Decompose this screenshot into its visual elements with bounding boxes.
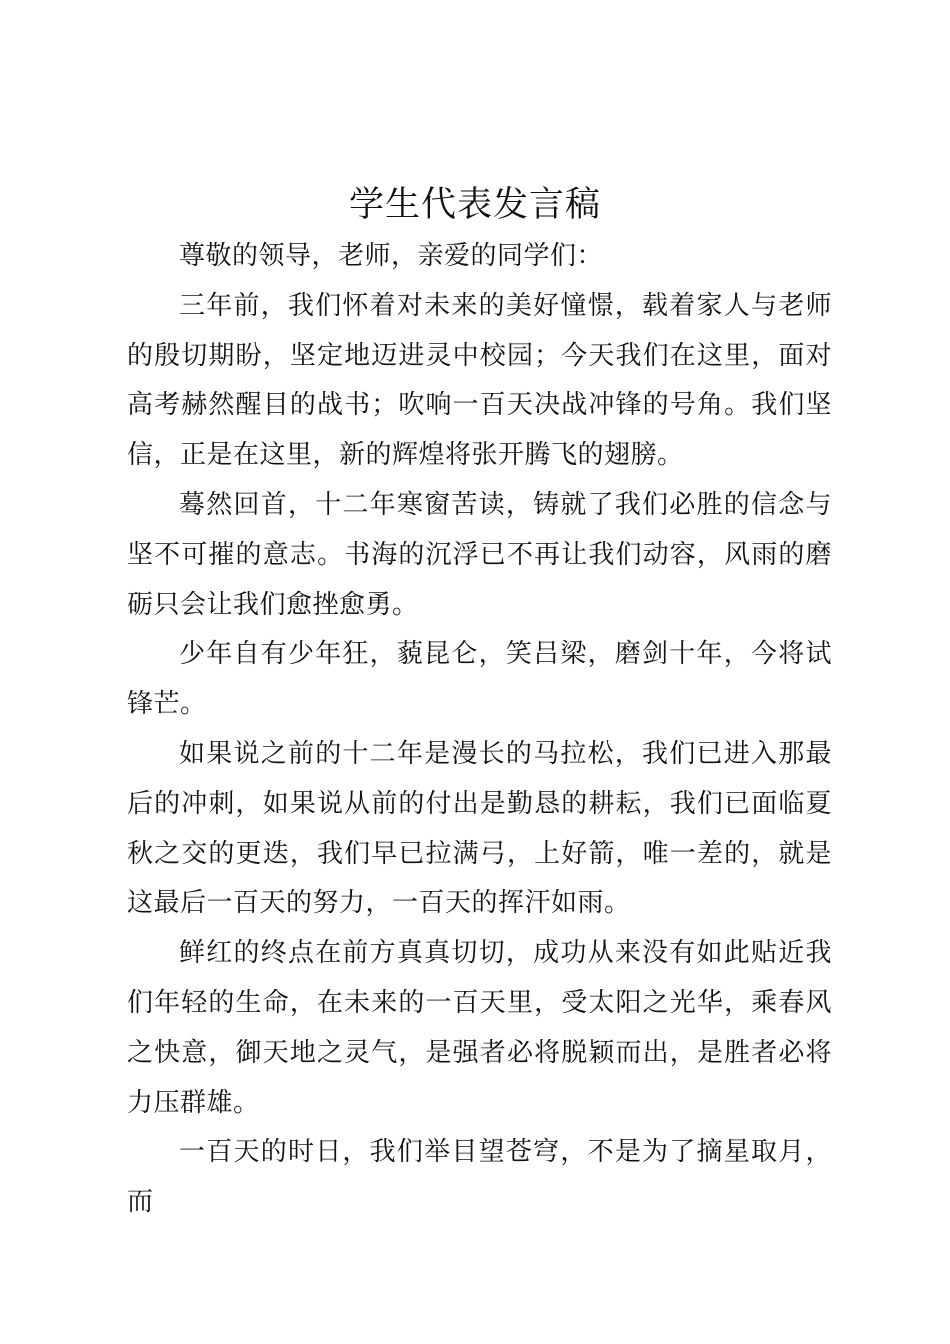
paragraph-salutation: 尊敬的领导，老师，亲爱的同学们： xyxy=(179,241,604,271)
document-body xyxy=(127,232,832,1228)
paragraph: 蓦然回首，十二年寒窗苦读，铸就了我们必胜的信念与坚不可摧的意志。书海的沉浮已不再让我们动容，风雨的磨砺只会让我们愈挫愈勇。 xyxy=(127,489,832,620)
paragraph: 如果说之前的十二年是漫长的马拉松，我们已进入那最后的冲刺，如果说从前的付出是勤恳的耕耘，我们已面临夏秋之交的更迭，我们早已拉满弓，上好箭，唯一差的，就是这最后一百天的努力，一百天的挥汗如雨。 xyxy=(127,738,832,919)
paragraph: 少年自有少年狂，藐昆仑，笑吕梁，磨剑十年，今将试锋芒。 xyxy=(127,639,832,720)
paragraph: 一百天的时日，我们举目望苍穹，不是为了摘星取月，而 xyxy=(127,1137,832,1218)
document-title: 学生代表发言稿 xyxy=(348,185,601,225)
paragraph: 三年前，我们怀着对未来的美好憧憬，载着家人与老师的殷切期盼，坚定地迈进灵中校园；今天我们在这里，面对高考赫然醒目的战书；吹响一百天决战冲锋的号角。我们坚信，正是在这里，新的辉煌将张开腾飞的翅膀。 xyxy=(127,290,832,471)
paragraph: 鲜红的终点在前方真真切切，成功从来没有如此贴近我们年轻的生命，在未来的一百天里，受太阳之光华，乘春风之快意，御天地之灵气，是强者必将脱颖而出，是胜者必将力压群雄。 xyxy=(127,938,832,1118)
